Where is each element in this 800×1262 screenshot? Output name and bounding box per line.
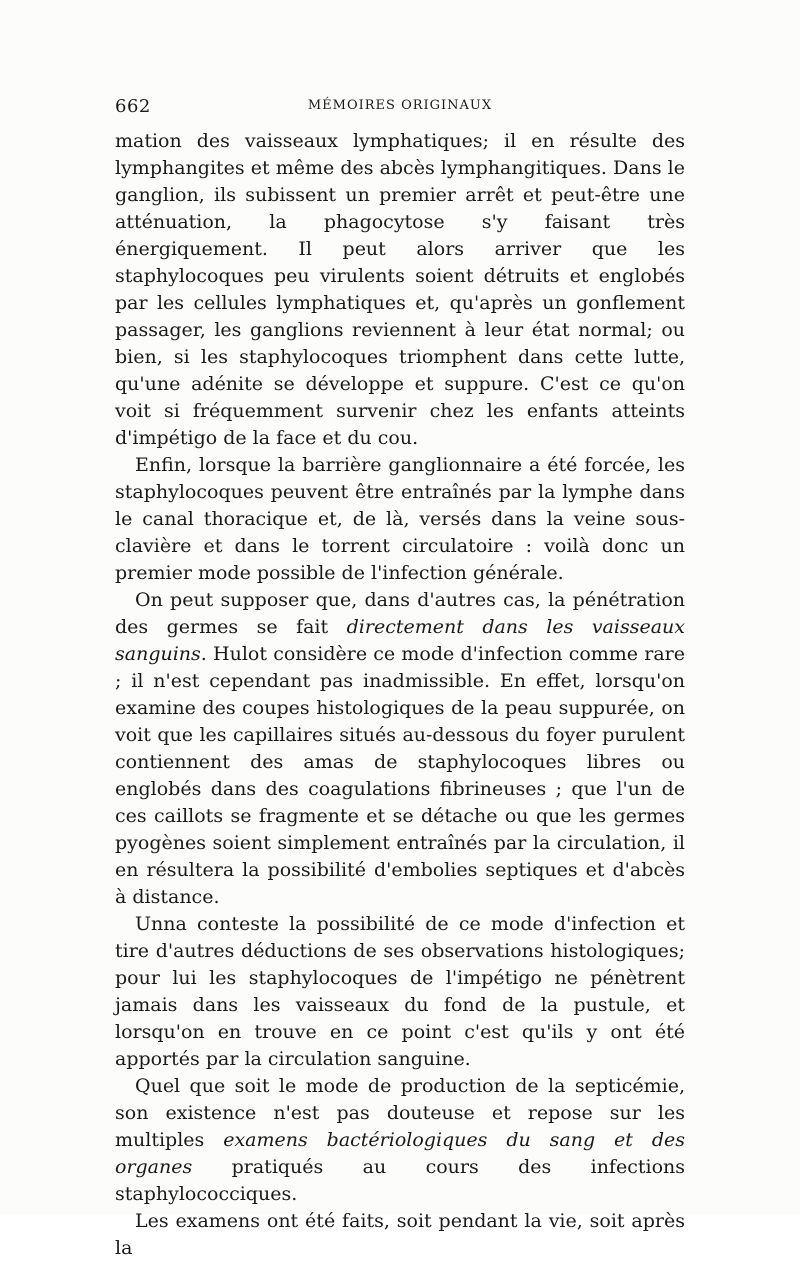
page-number: 662	[115, 96, 151, 117]
paragraph-text: Quel que soit le mode de production de la septicémie, son existence n'est pas douteuse et repose sur les multiples	[115, 1075, 685, 1151]
paragraph-direct-penetration	[115, 587, 685, 911]
paragraph-examens: Les examens ont été faits, soit pendant la vie, soit après la	[115, 1210, 685, 1259]
paragraph-text: . Hulot considère ce mode d'infection comme rare ; il n'est cependant pas inadmissible. En effet, lorsqu'on examine des coupes histologiques de la peau suppurée, on voit que les capillaires situés au-dessous du foyer purulent contiennent des amas de staphylocoques libres ou englobés dans des coagulations fibrineuses ; que l'un de ces caillots se fragmente et se détache ou que les germes pyogènes soient simplement entraînés par la circulation, il en résultera la possibilité d'embolies septiques et d'abcès à distance.	[115, 643, 685, 908]
paragraph-unna: Unna conteste la possibilité de ce mode d'infection et tire d'autres déductions de ses observations histologiques; pour lui les staphylocoques de l'impétigo ne pénètrent jamais dans les vaisseaux du fond de la pustule, et lorsqu'on en trouve en ce point c'est qu'ils y ont été apportés par la circulation sanguine.	[115, 913, 685, 1070]
body-text	[115, 128, 685, 1262]
paragraph-septicemia	[115, 1073, 685, 1208]
italic-phrase: examens bactériologiques du sang et des organes	[115, 1129, 685, 1178]
running-title: MÉMOIRES ORIGINAUX	[307, 98, 493, 113]
italic-phrase: directement dans les vaisseaux sanguins	[115, 616, 685, 665]
paragraph-lymph-barrier: Enfin, lorsque la barrière ganglionnaire a été forcée, les staphylocoques peuvent être entraînés par la lymphe dans le canal thoracique et, de là, versés dans la veine sous-clavière et dans le torrent circulatoire : voilà donc un premier mode possible de l'infection générale.	[115, 454, 685, 584]
paragraph-text: pratiqués au cours des infections staphylococciques.	[115, 1156, 685, 1205]
paragraph-text: On peut supposer que, dans d'autres cas, la pénétration des germes se fait	[115, 589, 685, 638]
paragraph-continuation: mation des vaisseaux lymphatiques; il en résulte des lymphangites et même des abcès lymphangitiques. Dans le ganglion, ils subissent un premier arrêt et peut-être une atténuation, la phagocytose s'y faisant très énergiquement. Il peut alors arriver que les staphylocoques peu virulents soient détruits et englobés par les cellules lymphatiques et, qu'après un gonflement passager, les ganglions reviennent à leur état normal; ou bien, si les staphylocoques triomphent dans cette lutte, qu'une adénite se développe et suppure. C'est ce qu'on voit si fréquemment survenir chez les enfants atteints d'impétigo de la face et du cou.	[115, 130, 685, 449]
page-header	[115, 96, 685, 120]
